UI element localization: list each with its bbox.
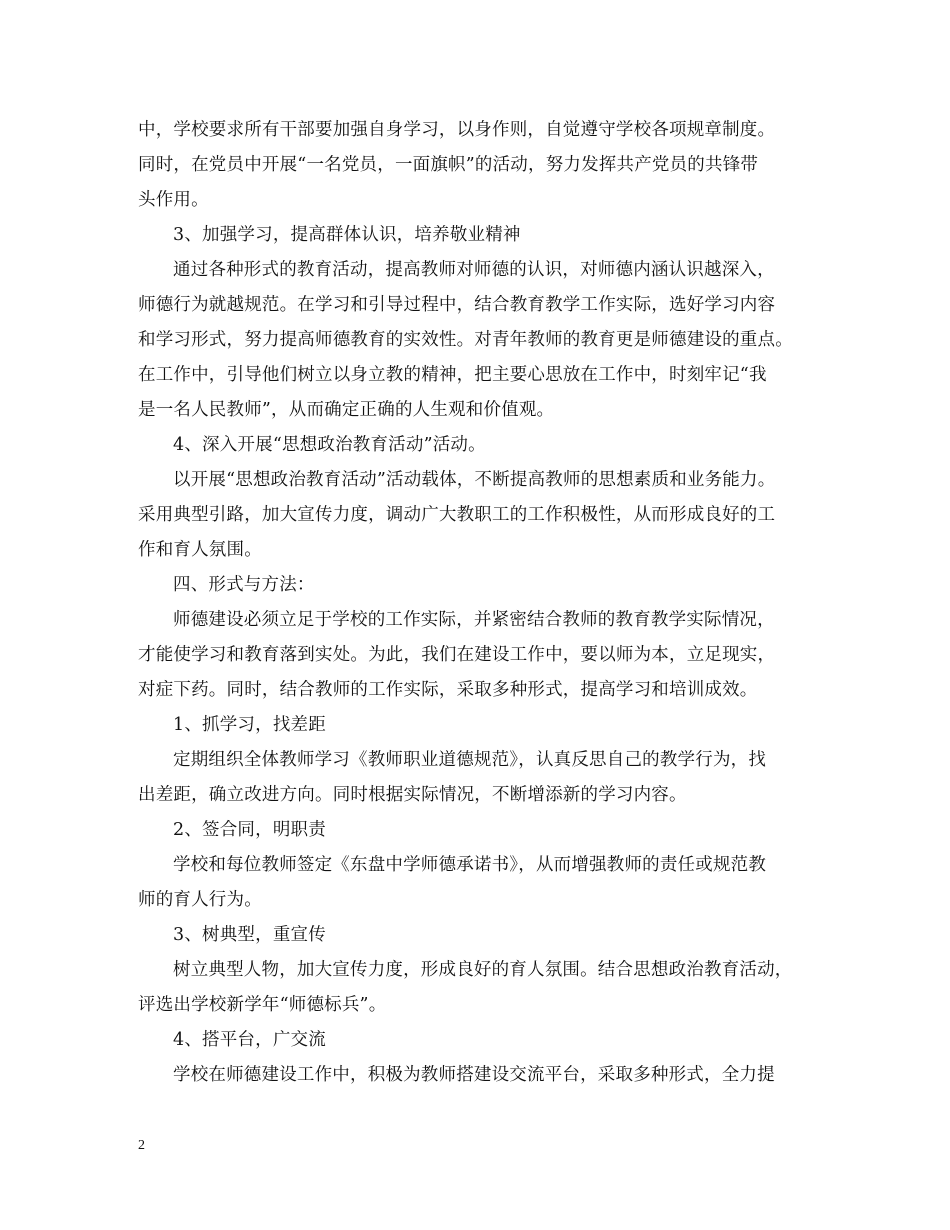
section-heading: 4、搭平台，广交流 [173, 1030, 326, 1050]
section-heading: 2、签合同，明职责 [173, 820, 326, 840]
text-line: 才能使学习和教育落到实处。为此，我们在建设工作中，要以师为本，立足现实， [138, 645, 776, 665]
text-line: 树立典型人物，加大宣传力度，形成良好的育人氛围。结合思想政治教育活动， [173, 960, 793, 980]
text-line: 学校和每位教师签定《东盘中学师德承诺书》，从而增强教师的责任或规范教 [173, 855, 767, 875]
text-line: 在工作中，引导他们树立以身立教的精神，把主要心思放在工作中，时刻牢记“我 [138, 365, 767, 385]
text-line: 是一名人民教师”，从而确定正确的人生观和价值观。 [138, 400, 555, 420]
text-line: 采用典型引路，加大宣传力度，调动广大教职工的工作积极性，从而形成良好的工 [138, 505, 776, 525]
text-line: 和学习形式，努力提高师德教育的实效性。对青年教师的教育更是师德建设的重点。 [138, 330, 793, 350]
section-heading: 4、深入开展“思想政治教育活动”活动。 [173, 435, 486, 455]
text-line: 通过各种形式的教育活动，提高教师对师德的认识，对师德内涵认识越深入， [173, 260, 775, 280]
text-line: 师德建设必须立足于学校的工作实际，并紧密结合教师的教育教学实际情况， [173, 610, 775, 630]
text-line: 师德行为就越规范。在学习和引导过程中，结合教育教学工作实际，选好学习内容 [138, 295, 776, 315]
text-line: 对症下药。同时，结合教师的工作实际，采取多种形式，提高学习和培训成效。 [138, 680, 758, 700]
text-line: 中，学校要求所有干部要加强自身学习，以身作则，自觉遵守学校各项规章制度。 [138, 120, 776, 140]
section-heading: 1、抓学习，找差距 [173, 715, 326, 735]
text-line: 以开展“思想政治教育活动”活动载体，不断提高教师的思想素质和业务能力。 [173, 470, 776, 490]
section-heading: 四、形式与方法： [173, 575, 315, 595]
section-heading: 3、加强学习，提高群体认识，培养敬业精神 [173, 225, 521, 245]
section-heading: 3、树典型，重宣传 [173, 925, 326, 945]
text-line: 师的育人行为。 [138, 890, 262, 910]
text-line: 出差距，确立改进方向。同时根据实际情况，不断增添新的学习内容。 [138, 785, 687, 805]
text-line: 作和育人氛围。 [138, 540, 262, 560]
document-body [138, 113, 828, 1093]
text-line: 学校在师德建设工作中，积极为教师搭建设交流平台，采取多种形式，全力提 [173, 1065, 775, 1085]
text-line: 头作用。 [138, 190, 209, 210]
page-number: 2 [138, 1138, 145, 1153]
text-line: 同时，在党员中开展“一名党员，一面旗帜”的活动，努力发挥共产党员的共锋带 [138, 155, 759, 175]
text-line: 定期组织全体教师学习《教师职业道德规范》，认真反思自己的教学行为，找 [173, 750, 767, 770]
text-line: 评选出学校新学年“师德标兵”。 [138, 995, 387, 1015]
